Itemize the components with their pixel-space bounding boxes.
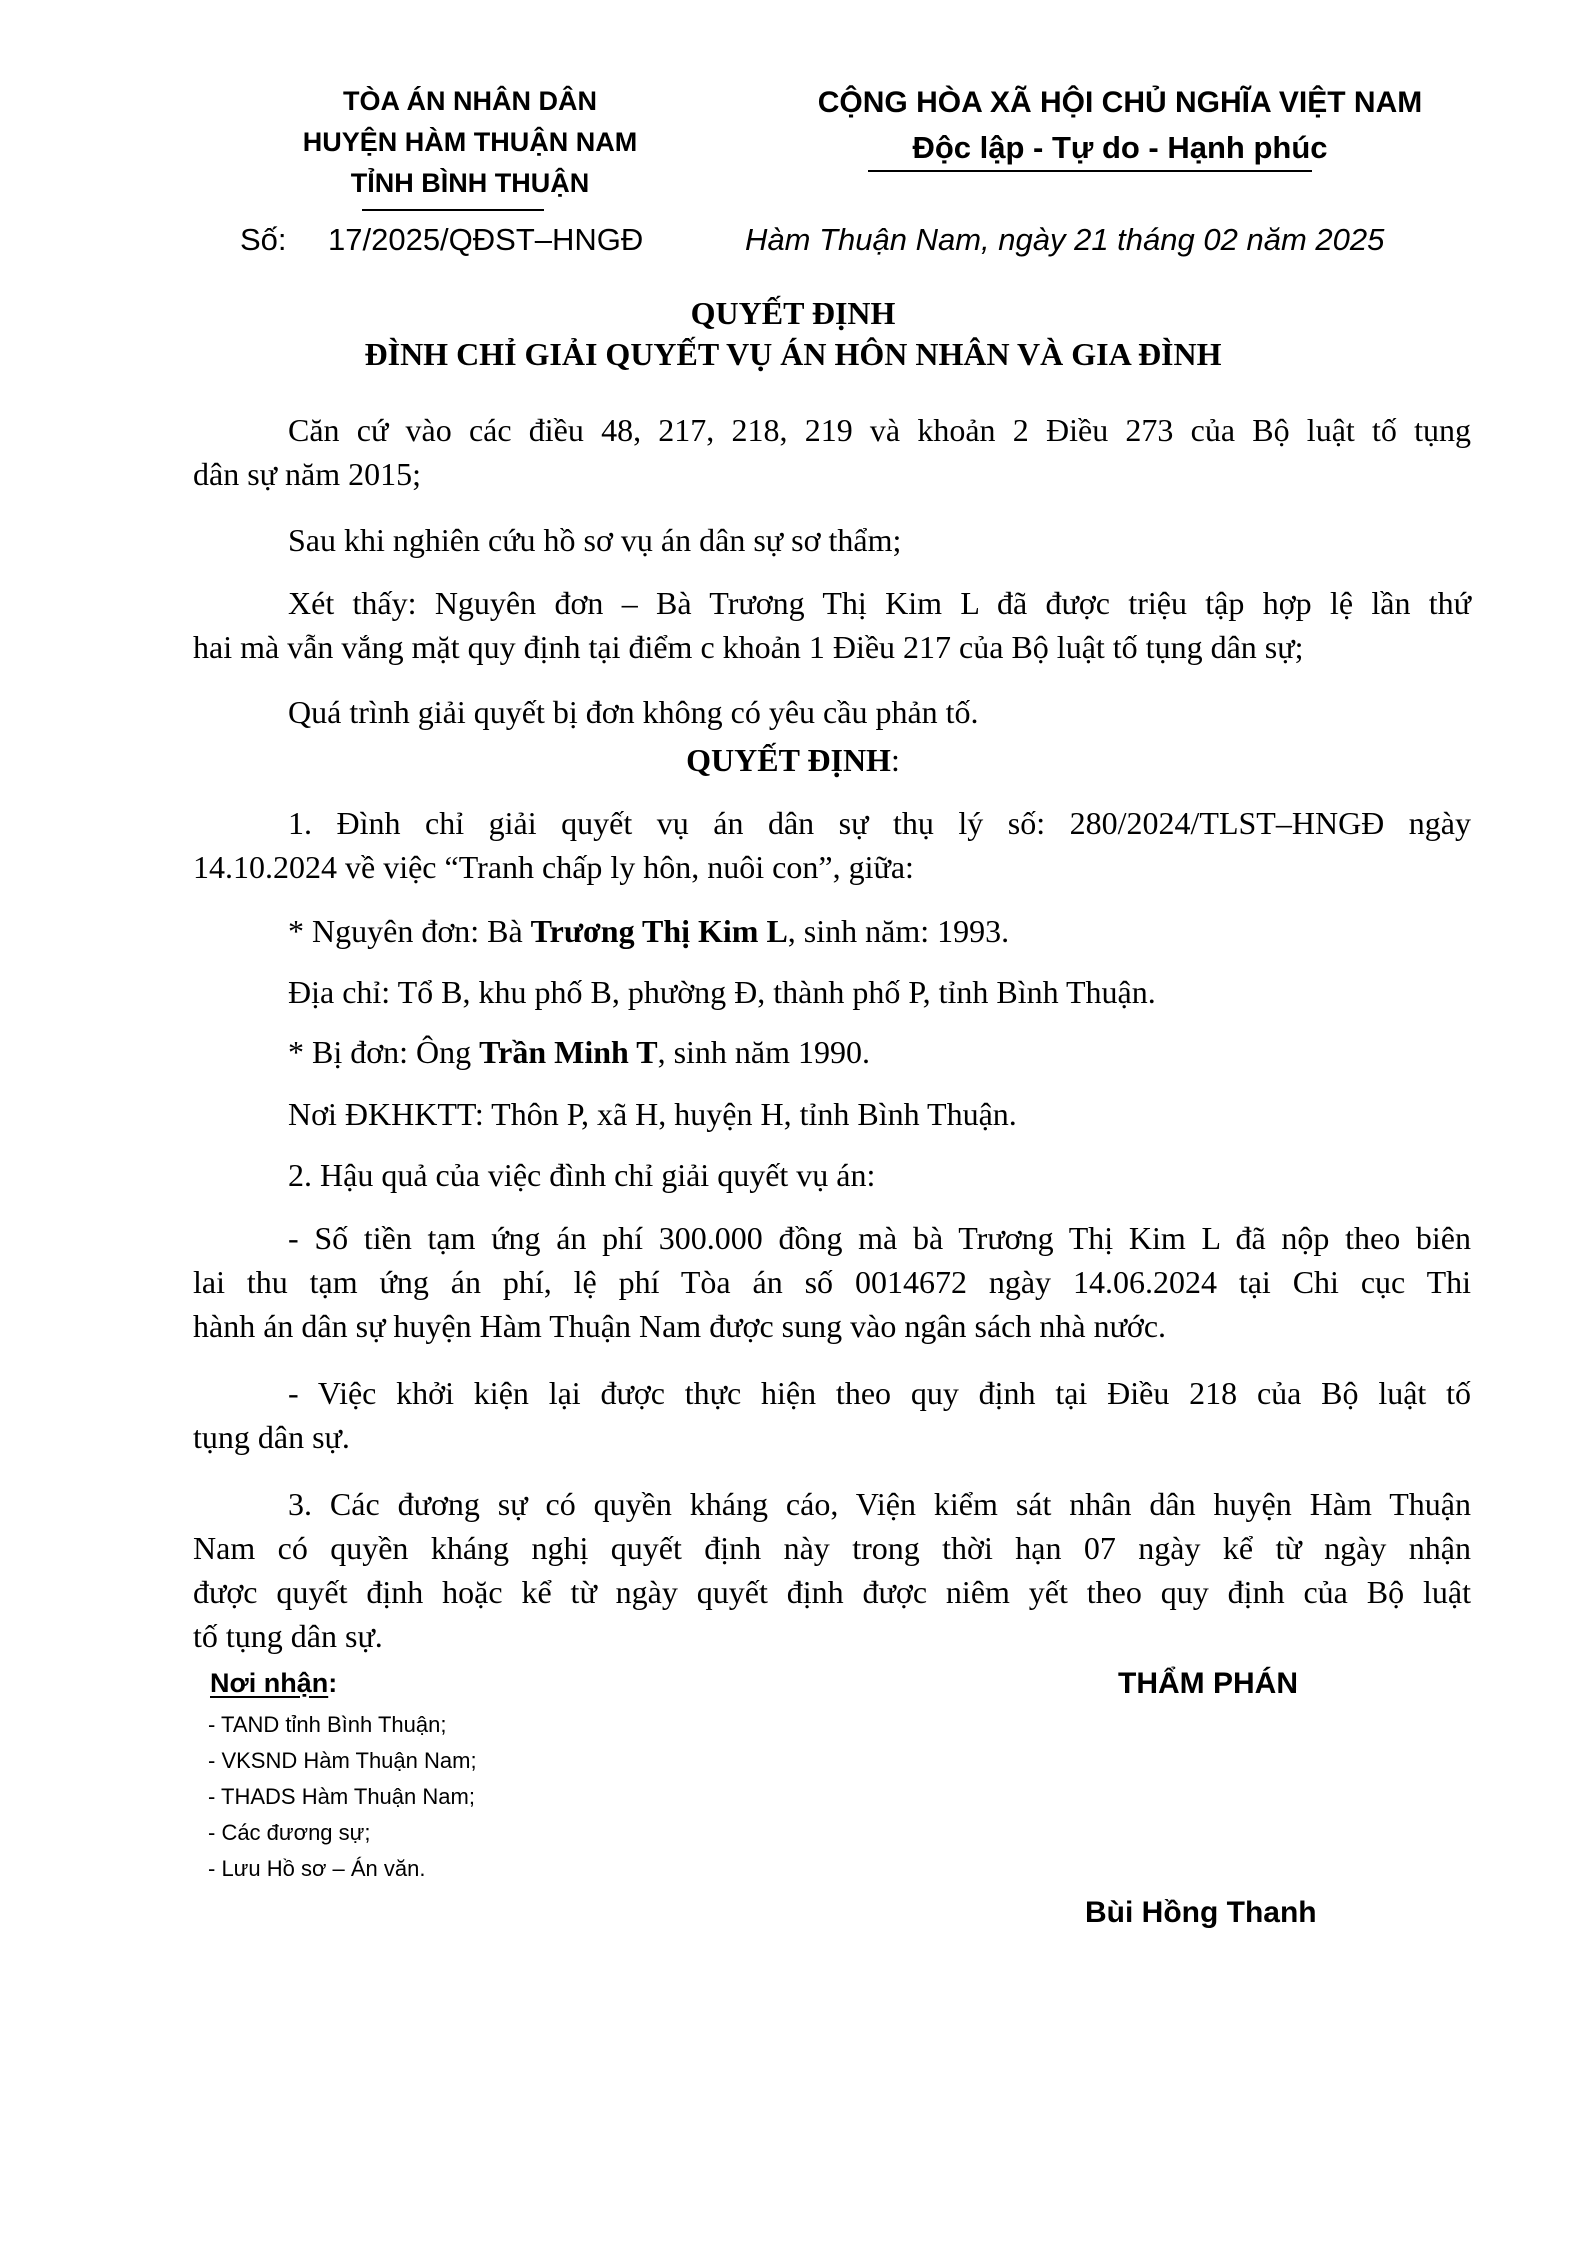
recipient-item: - Lưu Hồ sơ – Án văn. (208, 1856, 426, 1881)
plaintiff-name: Trương Thị Kim L (530, 913, 788, 949)
defendant-address: Nơi ĐKHKTT: Thôn P, xã H, huyện H, tỉnh Bình Thuận. (288, 1096, 1017, 1132)
motto-underline (868, 170, 1312, 172)
fee-line1: - Số tiền tạm ứng án phí 300.000 đồng mà bà Trương Thị Kim L đã nộp theo biên (288, 1220, 1471, 1256)
plaintiff-address: Địa chỉ: Tổ B, khu phố B, phường Đ, thành phố P, tỉnh Bình Thuận. (288, 974, 1156, 1010)
court-underline (362, 209, 544, 211)
basis-paragraph-1-line2: dân sự năm 2015; (193, 456, 421, 492)
decision-item3-line1: 3. Các đương sự có quyền kháng cáo, Viện kiểm sát nhân dân huyện Hàm Thuận (288, 1486, 1471, 1522)
document-subtitle: ĐÌNH CHỈ GIẢI QUYẾT VỤ ÁN HÔN NHÂN VÀ GIA ĐÌNH (364, 336, 1222, 372)
document-number-label: Số: (240, 222, 287, 257)
recipients-title: Nơi nhận: (210, 1668, 338, 1698)
place-date: Hàm Thuận Nam, ngày 21 tháng 02 năm 2025 (745, 222, 1385, 257)
court-name-line1: TÒA ÁN NHÂN DÂN (343, 86, 597, 116)
refile-line1: - Việc khởi kiện lại được thực hiện theo quy định tại Điều 218 của Bộ luật tố (288, 1375, 1471, 1411)
fee-line3: hành án dân sự huyện Hàm Thuận Nam được sung vào ngân sách nhà nước. (193, 1308, 1167, 1344)
basis-paragraph-4: Quá trình giải quyết bị đơn không có yêu cầu phản tố. (288, 694, 979, 730)
recipient-item: - Các đương sự; (208, 1820, 371, 1845)
decision-item3-line4: tố tụng dân sự. (193, 1618, 383, 1654)
court-name-line2: HUYỆN HÀM THUẬN NAM (302, 127, 638, 157)
recipient-item: - VKSND Hàm Thuận Nam; (208, 1748, 477, 1773)
decision-item1-line2: 14.10.2024 về việc “Tranh chấp ly hôn, nuôi con”, giữa: (193, 849, 914, 885)
recipient-item: - TAND tỉnh Bình Thuận; (208, 1712, 447, 1737)
document-title: QUYẾT ĐỊNH (690, 295, 896, 331)
nation-motto: Độc lập - Tự do - Hạnh phúc (912, 130, 1328, 165)
signer-role: THẨM PHÁN (1118, 1667, 1298, 1700)
basis-paragraph-3-line1: Xét thấy: Nguyên đơn – Bà Trương Thị Kim L đã được triệu tập hợp lệ lần thứ (288, 585, 1471, 621)
nation-name: CỘNG HÒA XÃ HỘI CHỦ NGHĨA VIỆT NAM (817, 86, 1423, 119)
defendant-name: Trần Minh T (479, 1034, 658, 1070)
refile-line2: tụng dân sự. (193, 1419, 350, 1455)
decision-item2: 2. Hậu quả của việc đình chỉ giải quyết vụ án: (288, 1157, 876, 1193)
document-number: 17/2025/QĐST–HNGĐ (328, 222, 644, 257)
plaintiff-line: * Nguyên đơn: Bà Trương Thị Kim L, sinh năm: 1993. (288, 913, 1010, 949)
court-name-line3: TỈNH BÌNH THUẬN (350, 168, 590, 198)
basis-paragraph-3-line2: hai mà vẫn vắng mặt quy định tại điểm c khoản 1 Điều 217 của Bộ luật tố tụng dân sự; (193, 629, 1304, 665)
decision-item3-line2: Nam có quyền kháng nghị quyết định này trong thời hạn 07 ngày kể từ ngày nhận (193, 1530, 1471, 1566)
fee-line2: lai thu tạm ứng án phí, lệ phí Tòa án số 0014672 ngày 14.06.2024 tại Chi cục Thi (193, 1264, 1471, 1300)
basis-paragraph-2: Sau khi nghiên cứu hồ sơ vụ án dân sự sơ thẩm; (288, 522, 902, 558)
signer-name: Bùi Hồng Thanh (1085, 1896, 1317, 1929)
decision-item3-line3: được quyết định hoặc kể từ ngày quyết định được niêm yết theo quy định của Bộ luật (193, 1574, 1471, 1610)
basis-paragraph-1-line1: Căn cứ vào các điều 48, 217, 218, 219 và khoản 2 Điều 273 của Bộ luật tố tụng (288, 412, 1471, 448)
defendant-line: * Bị đơn: Ông Trần Minh T, sinh năm 1990. (288, 1034, 871, 1070)
decision-item1-line1: 1. Đình chỉ giải quyết vụ án dân sự thụ lý số: 280/2024/TLST–HNGĐ ngày (288, 805, 1471, 841)
decision-heading: QUYẾT ĐỊNH: (686, 742, 900, 778)
recipient-item: - THADS Hàm Thuận Nam; (208, 1784, 475, 1809)
